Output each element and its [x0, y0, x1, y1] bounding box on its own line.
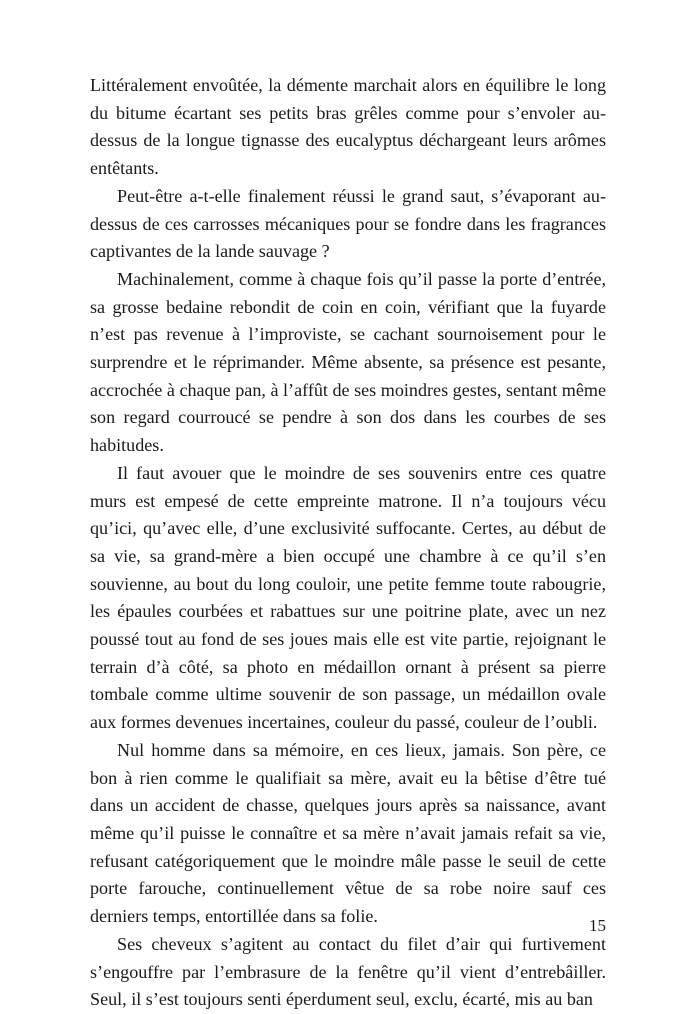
paragraph: Peut-être a-t-elle finalement réussi le grand saut, s’évaporant au-dessus de ces carrosses mécaniques pour se fondre dans les fragrances captivantes de la lande sauvage ?	[90, 185, 606, 262]
paragraph: Nul homme dans sa mémoire, en ces lieux, jamais. Son père, ce bon à rien comme le qualifiait sa mère, avait eu la bêtise d’être tué dans un accident de chasse, quelques jours après sa naissance, avant même qu’il puisse le connaître et sa mère n’avait jamais refait sa vie, refusant catégoriquement que le moindre mâle passe le seuil de cette porte farouche, continuellement vêtue de sa robe noire sauf ces derniers temps, entortillée dans sa folie.	[90, 739, 606, 927]
page-number: 15	[589, 916, 606, 935]
paragraph: Il faut avouer que le moindre de ses souvenirs entre ces quatre murs est empesé de cette empreinte matrone. Il n’a toujours vécu qu’ici, qu’avec elle, d’une exclusivité suffocante. Certes, au début de sa vie, sa grand-mère a bien occupé une chambre à ce qu’il s’en souvienne, au bout du long couloir, une petite femme toute rabougrie, les épaules courbées et rabattues sur une poitrine plate, avec un nez poussé tout au fond de ses joues mais elle est vite partie, rejoignant le terrain d’à côté, sa photo en médaillon ornant à présent sa pierre tombale comme ultime souvenir de son passage, un médaillon ovale aux formes devenues incertaines, couleur du passé, couleur de l’oubli.	[90, 462, 606, 733]
paragraph: Ses cheveux s’agitent au contact du filet d’air qui furtivement s’engouffre par l’embrasure de la fenêtre qu’il vient d’entrebâiller. Seul, il s’est toujours senti éperdument seul, exclu, écarté, mis au ban	[90, 933, 606, 1010]
paragraph: Machinalement, comme à chaque fois qu’il passe la porte d’entrée, sa grosse bedaine rebondit de coin en coin, vérifiant que la fuyarde n’est pas revenue à l’improviste, se cachant sournoisement pour le surprendre et le réprimander. Même absente, sa présence est pesante, accrochée à chaque pan, à l’affût de ses moindres gestes, sentant même son regard courroucé se pendre à son dos dans les courbes de ses habitudes.	[90, 268, 606, 456]
paragraph: Littéralement envoûtée, la démente marchait alors en équilibre le long du bitume écartant ses petits bras grêles comme pour s’envoler au-dessus de la longue tignasse des eucalyptus déchargeant leurs arômes entêtants.	[90, 75, 606, 179]
page-body	[90, 72, 606, 1014]
